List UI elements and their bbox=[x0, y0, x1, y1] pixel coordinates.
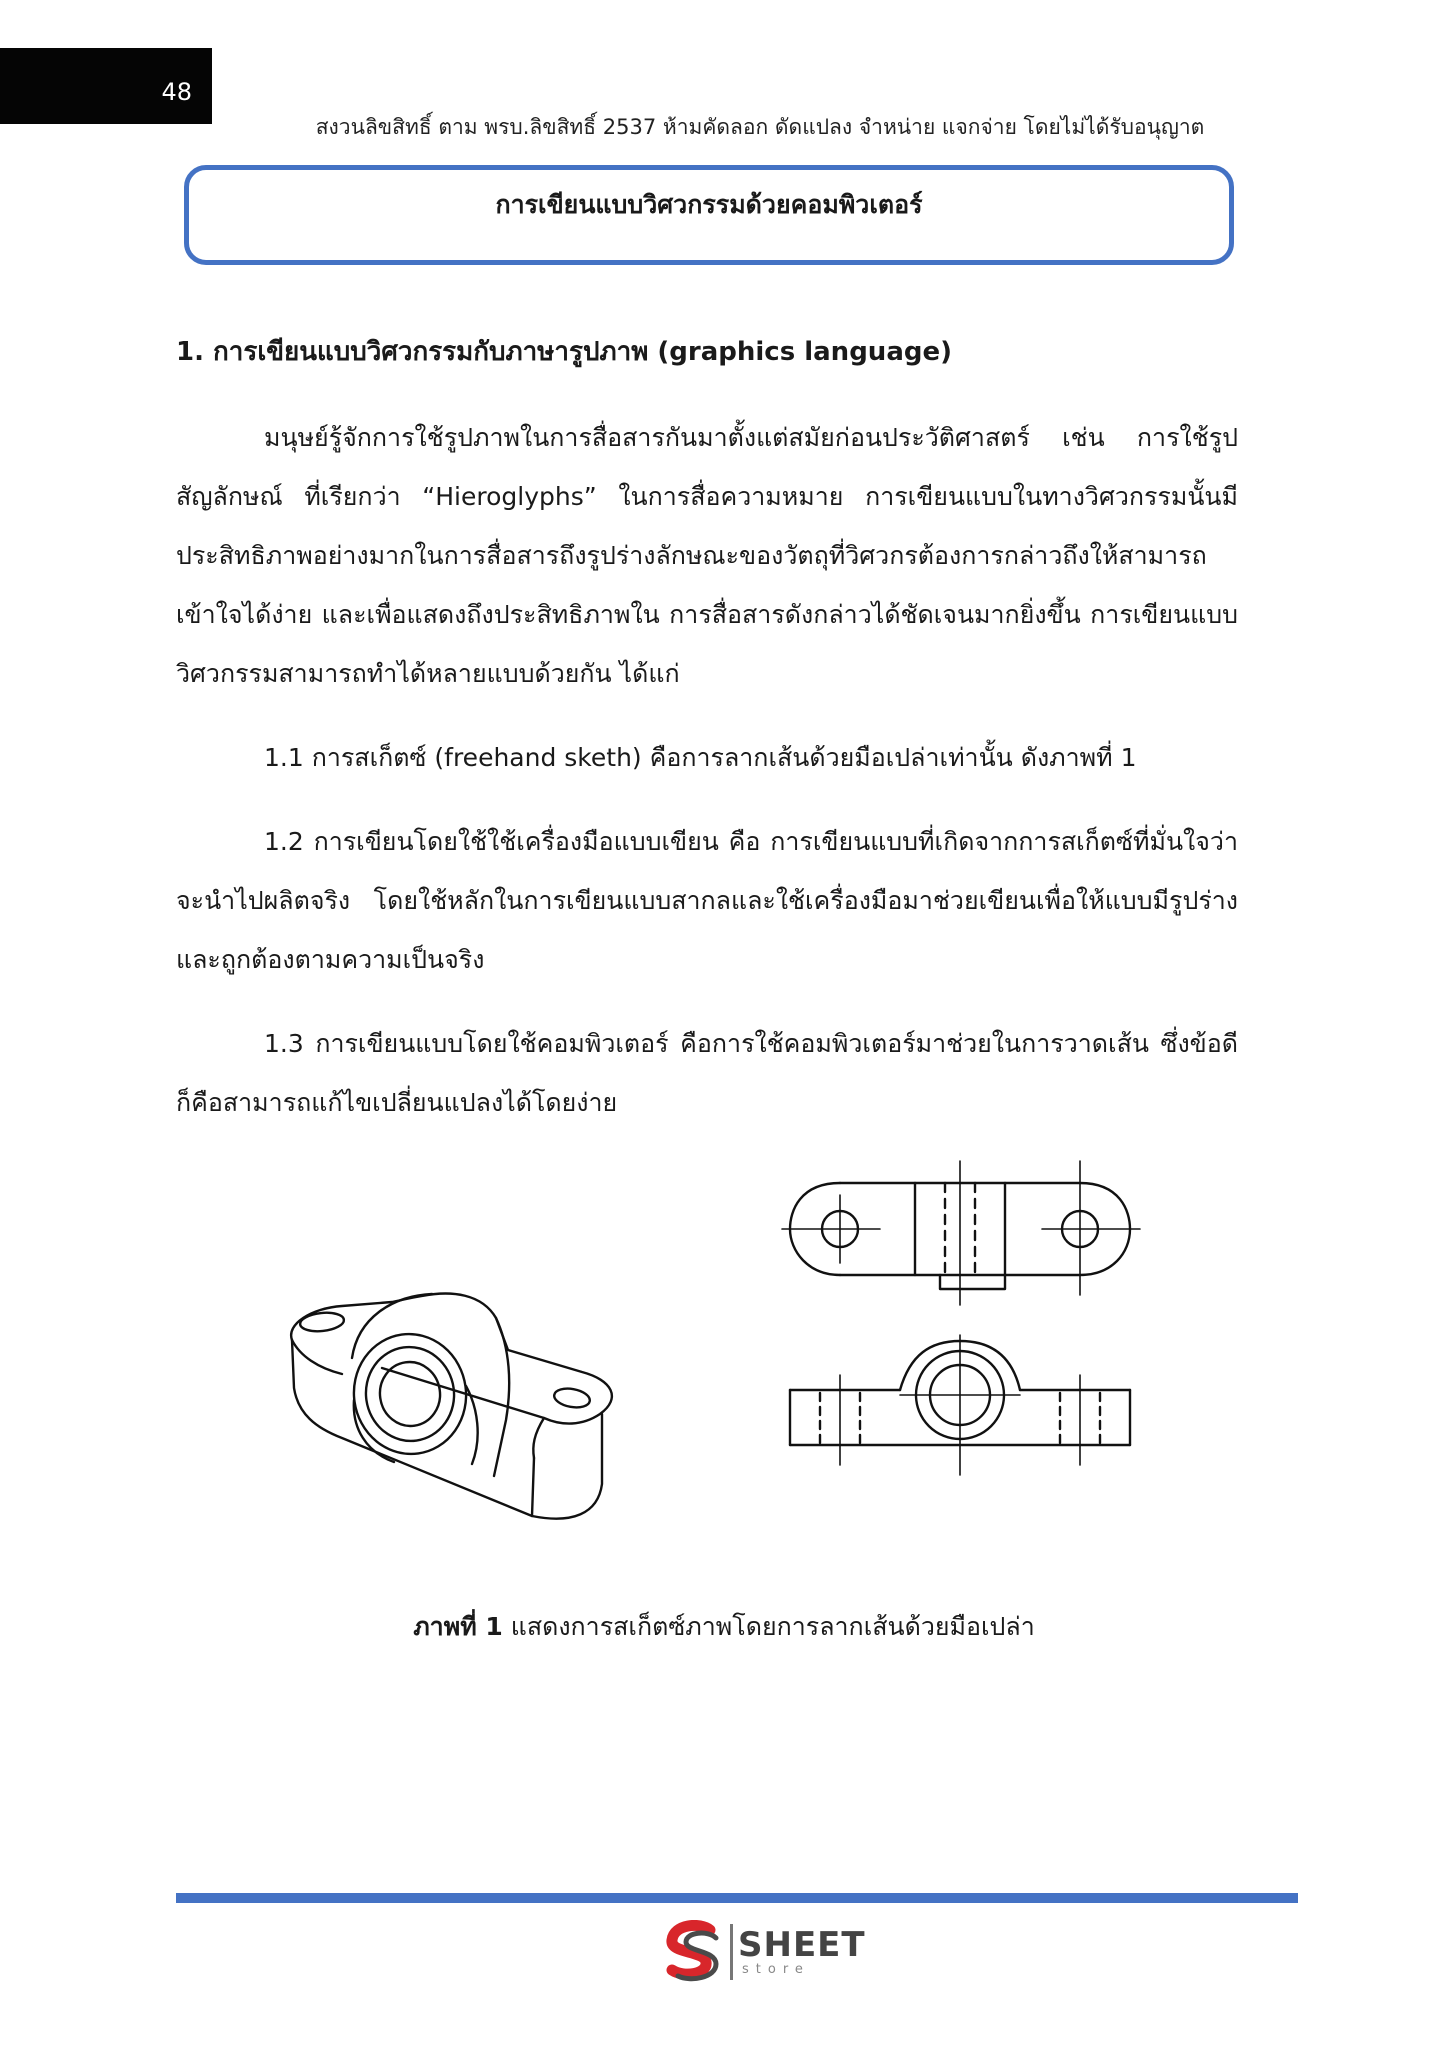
item-1-1-paragraph: 1.1 การสเก็ตซ์ (freehand sketh) คือการลากเส้นด้วยมือเปล่าเท่านั้น ดังภาพที่ 1 bbox=[264, 743, 1137, 772]
item-1-3-paragraph: 1.3 การเขียนแบบโดยใช้คอมพิวเตอร์ คือการใช้คอมพิวเตอร์มาช่วยในการวาดเส้น ซึ่งข้อดีก็คือสามารถแก้ไขเปลี่ยนแปลงได้โดยง่าย bbox=[176, 1029, 1238, 1117]
page-title: การเขียนแบบวิศวกรรมด้วยคอมพิวเตอร์ bbox=[495, 190, 923, 219]
isometric-sketch-figure bbox=[282, 1288, 672, 1528]
logo-separator bbox=[730, 1924, 733, 1980]
figure-caption bbox=[300, 1610, 1148, 1644]
footer-divider bbox=[176, 1893, 1298, 1903]
figure-caption-text: แสดงการสเก็ตซ์ภาพโดยการลากเส้นด้วยมือเปล่า bbox=[502, 1612, 1035, 1641]
page-number: 48 bbox=[161, 78, 192, 106]
intro-paragraph: มนุษย์รู้จักการใช้รูปภาพในการสื่อสารกันมาตั้งแต่สมัยก่อนประวัติศาสตร์ เช่น การใช้รูปสัญลักษณ์ ที่เรียกว่า “Hieroglyphs” ในการสื่อความหมาย การเขียนแบบในทางวิศวกรรมนั้นมีประสิทธิภาพอย่างมากในการสื่อสารถึงรูปร่างลักษณะของวัตถุที่วิศวกรต้องการกล่าวถึงให้สามารถเข้าใจได้ง่าย และเพื่อแสดงถึงประสิทธิภาพใน การสื่อสารดังกล่าวได้ชัดเจนมากยิ่งขึ้น การเขียนแบบวิศวกรรมสามารถทำได้หลายแบบด้วยกัน ได้แก่ bbox=[176, 423, 1238, 688]
item-1-2-paragraph: 1.2 การเขียนโดยใช้ใช้เครื่องมือแบบเขียน คือ การเขียนแบบที่เกิดจากการสเก็ตซ์ที่มั่นใจว่าจะนำไปผลิตจริง โดยใช้หลักในการเขียนแบบสากลและใช้เครื่องมือมาช่วยเขียนเพื่อให้แบบมีรูปร่างและถูกต้องตามความเป็นจริง bbox=[176, 827, 1238, 974]
orthographic-views-figure bbox=[780, 1155, 1170, 1515]
sheet-store-s-icon bbox=[660, 1920, 724, 1984]
figure-caption-label: ภาพที่ 1 bbox=[413, 1612, 503, 1641]
section-heading: 1. การเขียนแบบวิศวกรรมกับภาษารูปภาพ (graphics language) bbox=[176, 337, 952, 367]
copyright-notice: สงวนลิขสิทธิ์ ตาม พรบ.ลิขสิทธิ์ 2537 ห้ามคัดลอก ดัดแปลง จำหน่าย แจกจ่าย โดยไม่ได้รับอนุญาต bbox=[315, 115, 1205, 139]
page-number-block bbox=[0, 48, 212, 124]
title-box bbox=[184, 165, 1234, 265]
logo-wordmark: SHEET bbox=[738, 1925, 866, 1965]
logo-subtitle: store bbox=[742, 1962, 810, 1977]
sheet-store-logo bbox=[660, 1918, 866, 1990]
